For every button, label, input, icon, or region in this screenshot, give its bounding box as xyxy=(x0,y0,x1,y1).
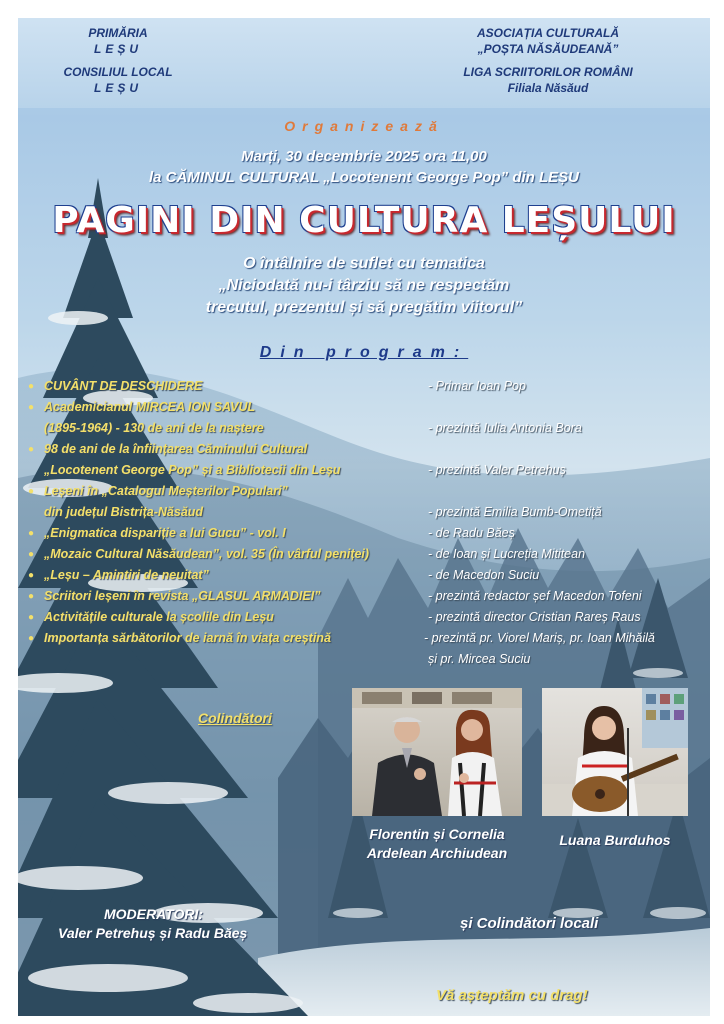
program-item: Academicianul MIRCEA ION SAVUL xyxy=(44,400,256,414)
photo-florentin-cornelia xyxy=(352,688,522,816)
bullet-icon: ● xyxy=(28,444,35,455)
header-left-2 xyxy=(46,64,190,96)
colindatori-label: Colindători xyxy=(198,710,272,726)
program-presenter: - prezintă Emilia Bumb-Ometiță xyxy=(428,505,602,519)
header-left xyxy=(58,25,178,61)
bullet-icon: ● xyxy=(28,591,35,602)
header-posta: „POȘTA NĂSĂUDEANĂ” xyxy=(477,42,619,56)
program-presenter: - prezintă Valer Petrehuș xyxy=(428,463,566,477)
tema-line-3: trecutul, prezentul și să pregătim viitorul” xyxy=(205,299,523,316)
header-right-2 xyxy=(438,64,658,96)
program-item: Activitățile culturale la școlile din Leșu xyxy=(44,610,274,624)
main-title: PAGINI DIN CULTURA LEȘULUI xyxy=(52,200,676,241)
program-presenter: - prezintă redactor șef Macedon Tofeni xyxy=(428,589,642,603)
program-item: CUVÂNT DE DESCHIDERE xyxy=(44,379,203,393)
organizeaza: Organizează xyxy=(284,118,444,134)
header-filiala: Filiala Năsăud xyxy=(507,81,589,95)
event-location: la CĂMINUL CULTURAL „Locotenent George Pop” din LEȘU xyxy=(148,169,579,186)
program-heading: Din program: xyxy=(259,344,469,361)
program-presenter: - de Radu Băeș xyxy=(428,526,515,540)
bullet-icon: ● xyxy=(28,486,35,497)
program-presenter: - de Macedon Suciu xyxy=(428,568,540,582)
program-item: Leșeni în „Catalogul Meșterilor Populari” xyxy=(44,484,288,498)
tema-line-1: O întâlnire de suflet cu tematica xyxy=(243,255,485,272)
photo1-caption-line-1: Florentin și Cornelia xyxy=(369,826,505,842)
program-item: 98 de ani de la înființarea Căminului Cultural xyxy=(44,442,308,456)
program-item: Importanța sărbătorilor de iarnă în viața creștină xyxy=(44,631,331,645)
program-item: „Locotenent George Pop” și a Bibliotecii din Leșu xyxy=(44,463,341,477)
photo1-caption-line-2: Ardelean Archiudean xyxy=(366,845,508,861)
program-presenter: - prezintă director Cristian Rareș Raus xyxy=(428,610,641,624)
moderatori-label: MODERATORI: xyxy=(104,906,204,922)
program-item: „Leșu – Amintiri de neuitat” xyxy=(44,568,209,582)
bullet-icon: ● xyxy=(28,633,35,644)
photo1-caption xyxy=(322,825,552,863)
program-presenter: - prezintă pr. Viorel Mariș, pr. Ioan Mihăilă xyxy=(424,631,655,645)
photo2-caption: Luana Burduhos xyxy=(559,832,671,848)
bullet-icon: ● xyxy=(28,549,35,560)
event-datetime: Marți, 30 decembrie 2025 ora 11,00 xyxy=(241,148,487,165)
program-presenter: - prezintă Iulia Antonia Bora xyxy=(428,421,582,435)
program-presenter: și pr. Mircea Suciu xyxy=(428,652,531,666)
header-liga: LIGA SCRIITORILOR ROMÂNI xyxy=(463,65,633,79)
header-primaria: PRIMĂRIA xyxy=(88,26,148,40)
bullet-icon: ● xyxy=(28,570,35,581)
photo-luana-burduhos xyxy=(542,688,688,816)
header-lesu-2: LEȘU xyxy=(93,81,142,95)
program-item: (1895-1964) - 130 de ani de la naștere xyxy=(44,421,264,435)
header-consiliul-local: CONSILIUL LOCAL xyxy=(63,65,173,79)
program-presenter: - de Ioan și Lucreția Mititean xyxy=(428,547,586,561)
header-right xyxy=(438,25,658,57)
si-colindatori-locali: și Colindători locali xyxy=(460,915,599,932)
poster xyxy=(18,18,710,1016)
tema-line-2: „Niciodată nu-i târziu să ne respectăm xyxy=(218,277,510,294)
moderatori-block xyxy=(58,905,398,943)
bullet-icon: ● xyxy=(28,612,35,623)
moderatori-names: Valer Petrehuș și Radu Băeș xyxy=(58,925,248,941)
program-presenter: - Primar Ioan Pop xyxy=(428,379,526,393)
program-item: Scriitori leșeni în revista „GLASUL ARMADIEI” xyxy=(44,589,321,603)
program-item: din județul Bistrița-Năsăud xyxy=(44,505,204,519)
program-item: „Mozaic Cultural Năsăudean”, vol. 35 (În vârful peniței) xyxy=(44,547,370,561)
program-item: „Enigmatica dispariție a lui Gucu” - vol. I xyxy=(44,526,286,540)
closing-message: Vă așteptăm cu drag! xyxy=(436,987,588,1004)
header-asociatia: ASOCIAȚIA CULTURALĂ xyxy=(477,26,619,40)
bullet-icon: ● xyxy=(28,528,35,539)
bullet-icon: ● xyxy=(28,381,35,392)
bullet-icon: ● xyxy=(28,402,35,413)
header-lesu-1: LEȘU xyxy=(93,42,142,56)
